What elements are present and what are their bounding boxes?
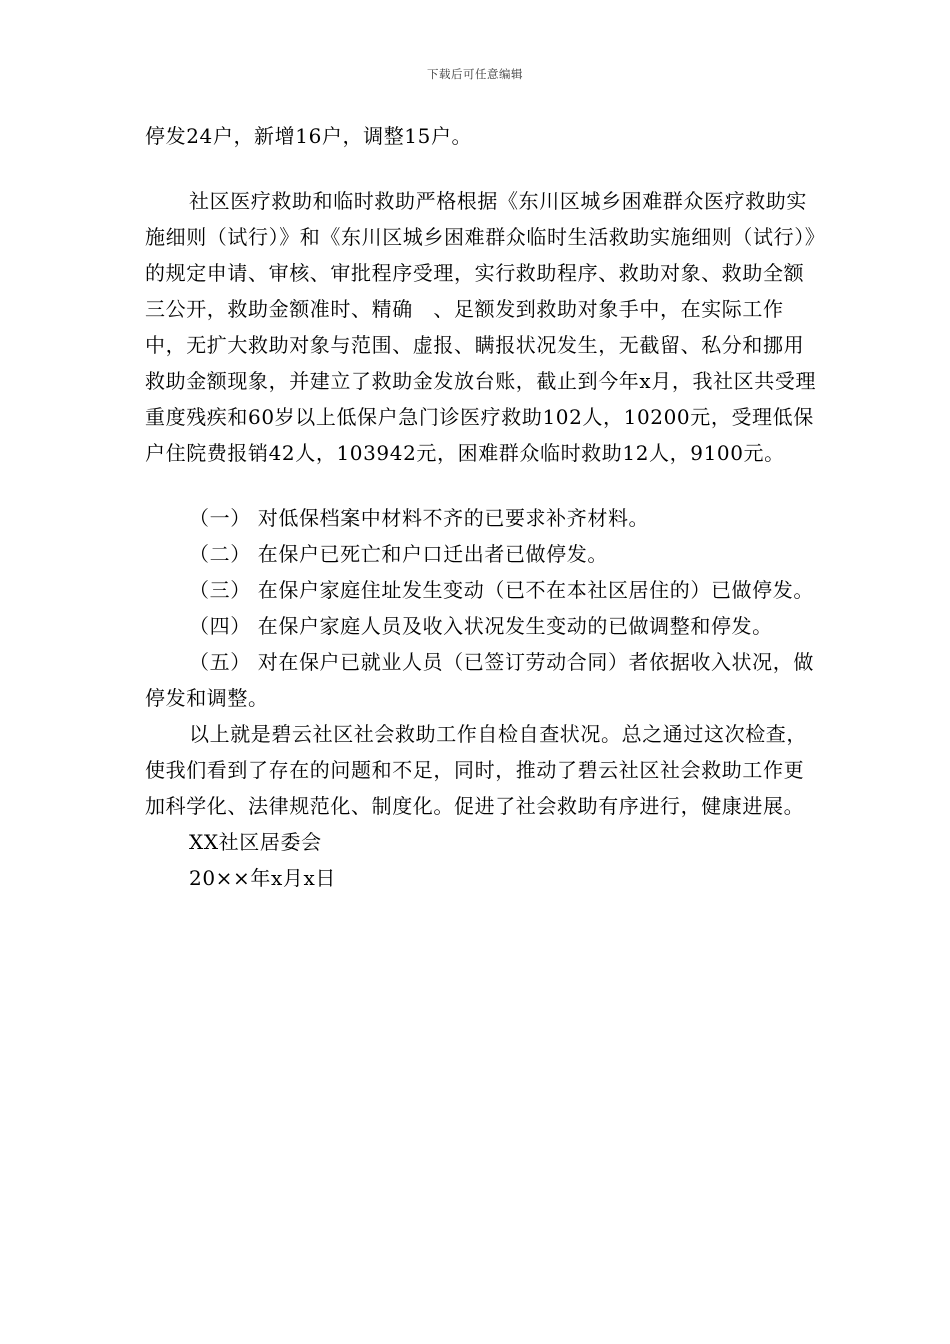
paragraph-continuation: 停发24户，新增16户，调整15户。 [145, 124, 473, 148]
signature-date: 20××年x月x日 [189, 866, 336, 890]
list-item-4: （四） 在保户家庭人员及收入状况发生变动的已做调整和停发。 [189, 614, 773, 638]
list-item-2: （二） 在保户已死亡和户口迁出者已做停发。 [189, 542, 608, 566]
list-item-3: （三） 在保户家庭住址发生变动（已不在本社区居住的）已做停发。 [189, 578, 814, 602]
list-item-5: （五） 对在保户已就业人员（已签订劳动合同）者依据收入状况，做停发和调整。 [145, 650, 814, 710]
document-body [145, 118, 817, 896]
page-header-note: 下载后可任意编辑 [427, 67, 523, 81]
signature-org: XX社区居委会 [189, 830, 322, 854]
paragraph-medical-aid: 社区医疗救助和临时救助严格根据《东川区城乡困难群众医疗救助实施细则（试行）》和《东川区城乡困难群众临时生活救助实施细则（试行）》的规定申请、审核、审批程序受理，实行救助程序、救助对象、救助全额三公开，救助金额准时、精确 、足额发到救助对象手中，在实际工作中，无扩大救助对象与范围、虚报、瞒报状况发生，无截留、私分和挪用救助金额现象，并建立了救助金发放台账，截止到今年x月，我社区共受理重度残疾和60岁以上低保户急门诊医疗救助102人，10200元，受理低保户住院费报销42人，103942元，困难群众临时救助12人，9100元。 [145, 189, 817, 465]
paragraph-conclusion: 以上就是碧云社区社会救助工作自检自查状况。总之通过这次检查，使我们看到了存在的问题和不足，同时，推动了碧云社区社会救助工作更加科学化、法律规范化、制度化。促进了社会救助有序进行，健康进展。 [145, 722, 807, 818]
list-item-1: （一） 对低保档案中材料不齐的已要求补齐材料。 [189, 506, 650, 530]
